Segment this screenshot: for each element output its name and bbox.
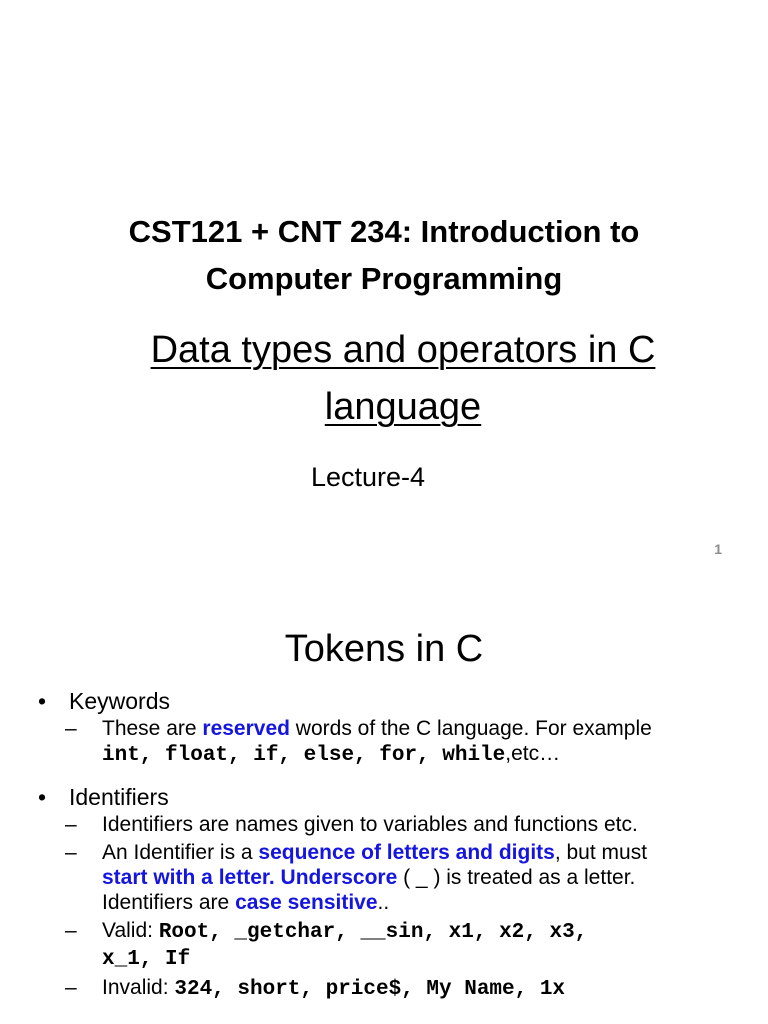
slide-content bbox=[38, 686, 753, 1002]
code-text: int, float, if, else, for, while bbox=[102, 744, 506, 767]
slide-title: Tokens in C bbox=[284, 628, 484, 670]
list-item: – Identifiers are names given to variables and functions etc. bbox=[65, 813, 638, 836]
code-text: x_1, If bbox=[102, 948, 191, 971]
lecture-label: Lecture-4 bbox=[310, 462, 426, 492]
bullet-identifiers bbox=[38, 782, 753, 812]
highlight-text: start with a letter. Underscore bbox=[102, 866, 398, 889]
topic-title: Data types and operators in C language bbox=[150, 329, 656, 428]
list-item: – These are reserved words of the C language. For example int, float, if, else, for, while,etc… bbox=[65, 717, 652, 767]
list-item: – Valid: Root, _getchar, __sin, x1, x2, x3, x_1, If bbox=[65, 919, 588, 971]
bullet-heading: Identifiers bbox=[69, 784, 169, 810]
dash-icon: – bbox=[65, 976, 77, 999]
tokens-slide bbox=[0, 590, 768, 1024]
slide-number: 1 bbox=[714, 541, 722, 557]
dash-icon: – bbox=[65, 717, 77, 740]
highlight-text: case sensitive bbox=[235, 891, 378, 914]
code-text: Root, _getchar, __sin, x1, x2, x3, bbox=[158, 921, 588, 944]
bullet-icon: • bbox=[38, 688, 47, 714]
highlight-text: reserved bbox=[202, 717, 290, 740]
list-item: – An Identifier is a sequence of letters and digits, but must start with a letter. Underscore ( _ ) is treated as a letter. Identifiers are case sensitive.. bbox=[65, 841, 648, 914]
code-text: 324, short, price$, My Name, 1x bbox=[174, 978, 566, 1001]
bullet-heading: Keywords bbox=[69, 688, 170, 714]
course-title: CST121 + CNT 234: Introduction to Computer Programming bbox=[128, 214, 640, 296]
bullet-icon: • bbox=[38, 784, 47, 810]
dash-icon: – bbox=[65, 813, 77, 836]
dash-icon: – bbox=[65, 919, 77, 942]
list-item: – Invalid: 324, short, price$, My Name, 1x bbox=[65, 976, 566, 1001]
dash-icon: – bbox=[65, 841, 77, 864]
bullet-keywords bbox=[38, 686, 753, 716]
highlight-text: sequence of letters and digits bbox=[258, 841, 555, 864]
